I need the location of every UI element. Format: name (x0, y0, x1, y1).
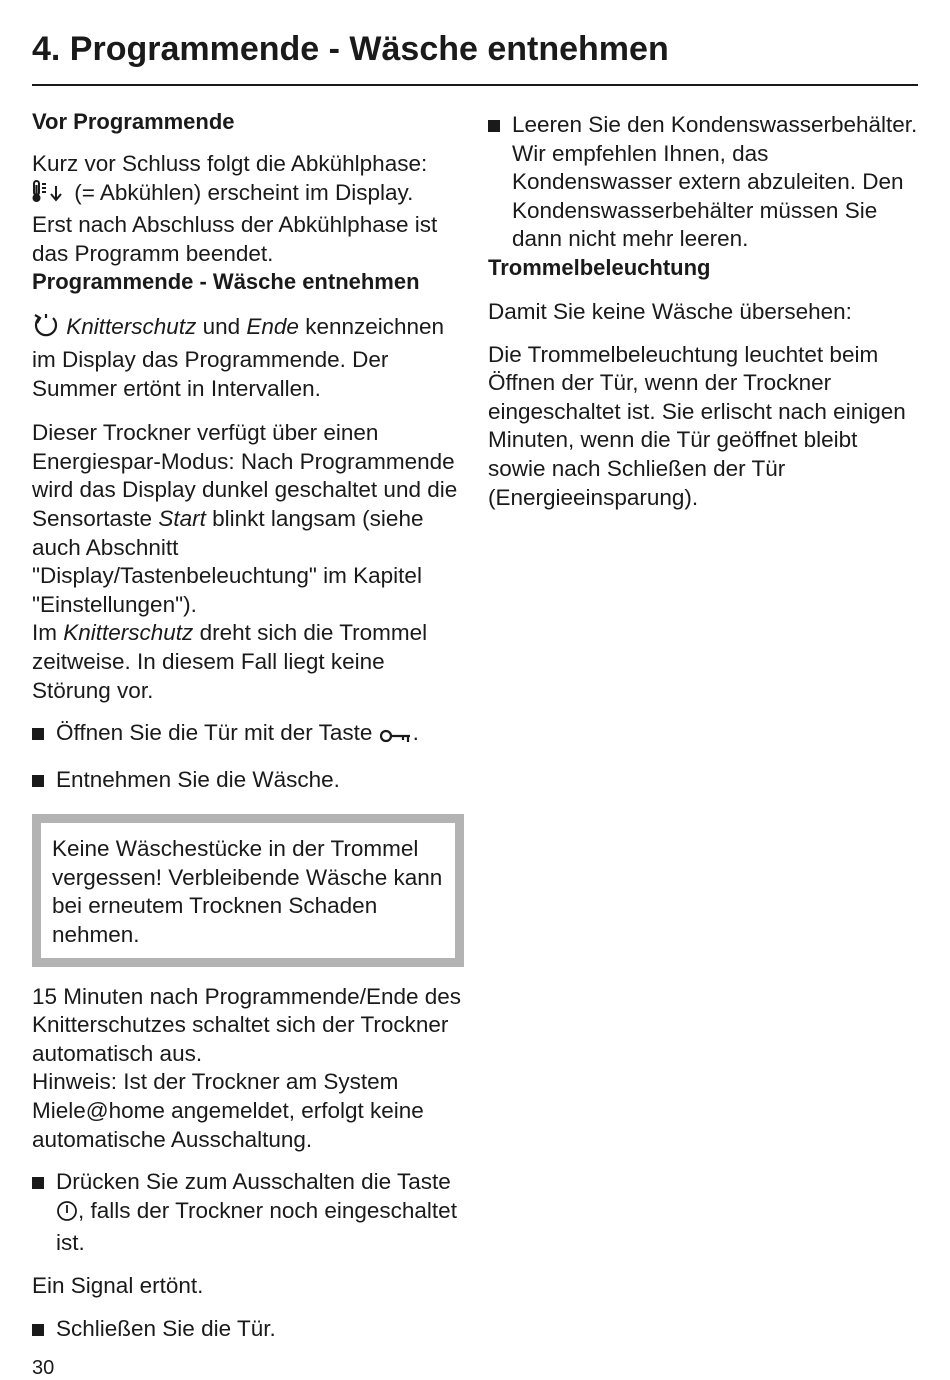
warning-box (32, 814, 464, 966)
paragraph-programmende (32, 312, 464, 403)
list-item-open-door (32, 719, 464, 752)
miele-home-hint: Hinweis: Ist der Trockner am System Miele@home angemeldet, erfolgt keine automatische Ausschaltung. (32, 1069, 424, 1152)
list-item-close-door (32, 1315, 464, 1344)
paragraph-drum-light (488, 341, 918, 513)
left-column (32, 108, 464, 1343)
programmende-text: kennzeichnen im Display das Programmende. Der Summer ertönt in Intervallen. (32, 314, 445, 401)
paragraph-auto-off (32, 983, 464, 1155)
page-title: 4. Programmende - Wäsche entnehmen (32, 30, 669, 68)
right-column (488, 108, 918, 512)
power-off-text-2: , falls der Trockner noch eingeschaltet ist. (56, 1197, 457, 1256)
auto-off-text: 15 Minuten nach Programmende/Ende des Knitterschutzes schaltet sich der Trockner automatisch aus. (32, 983, 462, 1066)
heading-programmende: Programmende - Wäsche entnehmen (32, 269, 420, 295)
heading-trommelbeleuchtung: Trommelbeleuchtung (488, 254, 711, 280)
start-term: Start (158, 505, 206, 531)
power-off-text-1: Drücken Sie zum Ausschalten die Taste (56, 1169, 451, 1195)
power-icon (56, 1200, 78, 1230)
warning-text: Keine Wäschestücke in der Trommel vergessen! Verbleibende Wäsche kann bei erneutem Trocknen Schaden nehmen. (52, 836, 443, 948)
title-divider (32, 84, 918, 86)
bullet-square (32, 1324, 44, 1336)
drum-light-text: Die Trommelbeleuchtung leuchtet beim Öffnen der Tür, wenn der Trockner eingeschaltet ist. Sie erlischt nach einigen Minuten, wenn die Tür geöffnet bleibt sowie nach Schließen der Tür (Energieeinsparung). (488, 341, 906, 510)
heading-vor-programmende: Vor Programmende (32, 109, 235, 134)
key-icon (379, 723, 413, 752)
knitterschutz-term: Knitterschutz (66, 314, 197, 340)
bullet-square (488, 120, 500, 132)
cooling-thermometer-icon (32, 180, 68, 212)
paragraph-drum-light-intro (488, 298, 918, 327)
paragraph-cooldown (32, 150, 464, 268)
page-number: 30 (32, 1357, 55, 1379)
drum-text-2: dreht sich die Trommel zeitweise. In diesem Fall liegt keine Störung vor. (32, 620, 428, 703)
drain-recommendation-text: Wir empfehlen Ihnen, das Kondenswasser extern abzuleiten. Den Kondenswasserbehälter müssen Sie dann nicht mehr leeren. (512, 140, 904, 252)
remove-laundry-text: Entnehmen Sie die Wäsche. (56, 766, 340, 792)
paragraph-energy-mode (32, 419, 464, 705)
open-door-period: . (412, 720, 419, 746)
anti-crease-icon (32, 312, 60, 346)
signal-text: Ein Signal ertönt. (32, 1273, 204, 1298)
energy-text-2: blinkt langsam (siehe auch Abschnitt "Display/Tastenbeleuchtung" im Kapitel "Einstellungen"). (32, 505, 424, 617)
empty-container-text: Leeren Sie den Kondenswasserbehälter. (512, 112, 918, 137)
knitterschutz-term-2: Knitterschutz (63, 620, 194, 646)
drum-text-1: Im (32, 620, 64, 646)
ende-term: Ende (246, 314, 299, 340)
bullet-square (32, 1177, 44, 1189)
bullet-square (32, 728, 44, 740)
paragraph-signal (32, 1272, 464, 1301)
drum-light-intro-text: Damit Sie keine Wäsche übersehen: (488, 298, 852, 324)
cooldown-text-1: Kurz vor Schluss folgt die Abkühlphase: (32, 151, 428, 176)
cooldown-text-3: Erst nach Abschluss der Abkühlphase ist das Programm beendet. (32, 212, 438, 266)
list-item-power-off (32, 1168, 464, 1258)
close-door-text: Schließen Sie die Tür. (56, 1315, 276, 1341)
open-door-text: Öffnen Sie die Tür mit der Taste (56, 720, 379, 746)
energy-text-1: Dieser Trockner verfügt über einen Energiespar-Modus: Nach Programmende wird das Display dunkel geschaltet und die Sensortaste (32, 420, 458, 531)
bullet-square (32, 775, 44, 787)
list-item-empty-container (488, 111, 918, 254)
cooldown-text-2: (= Abkühlen) erscheint im Display. (68, 179, 414, 205)
text-und: und (196, 314, 247, 340)
list-item-remove-laundry (32, 766, 464, 795)
